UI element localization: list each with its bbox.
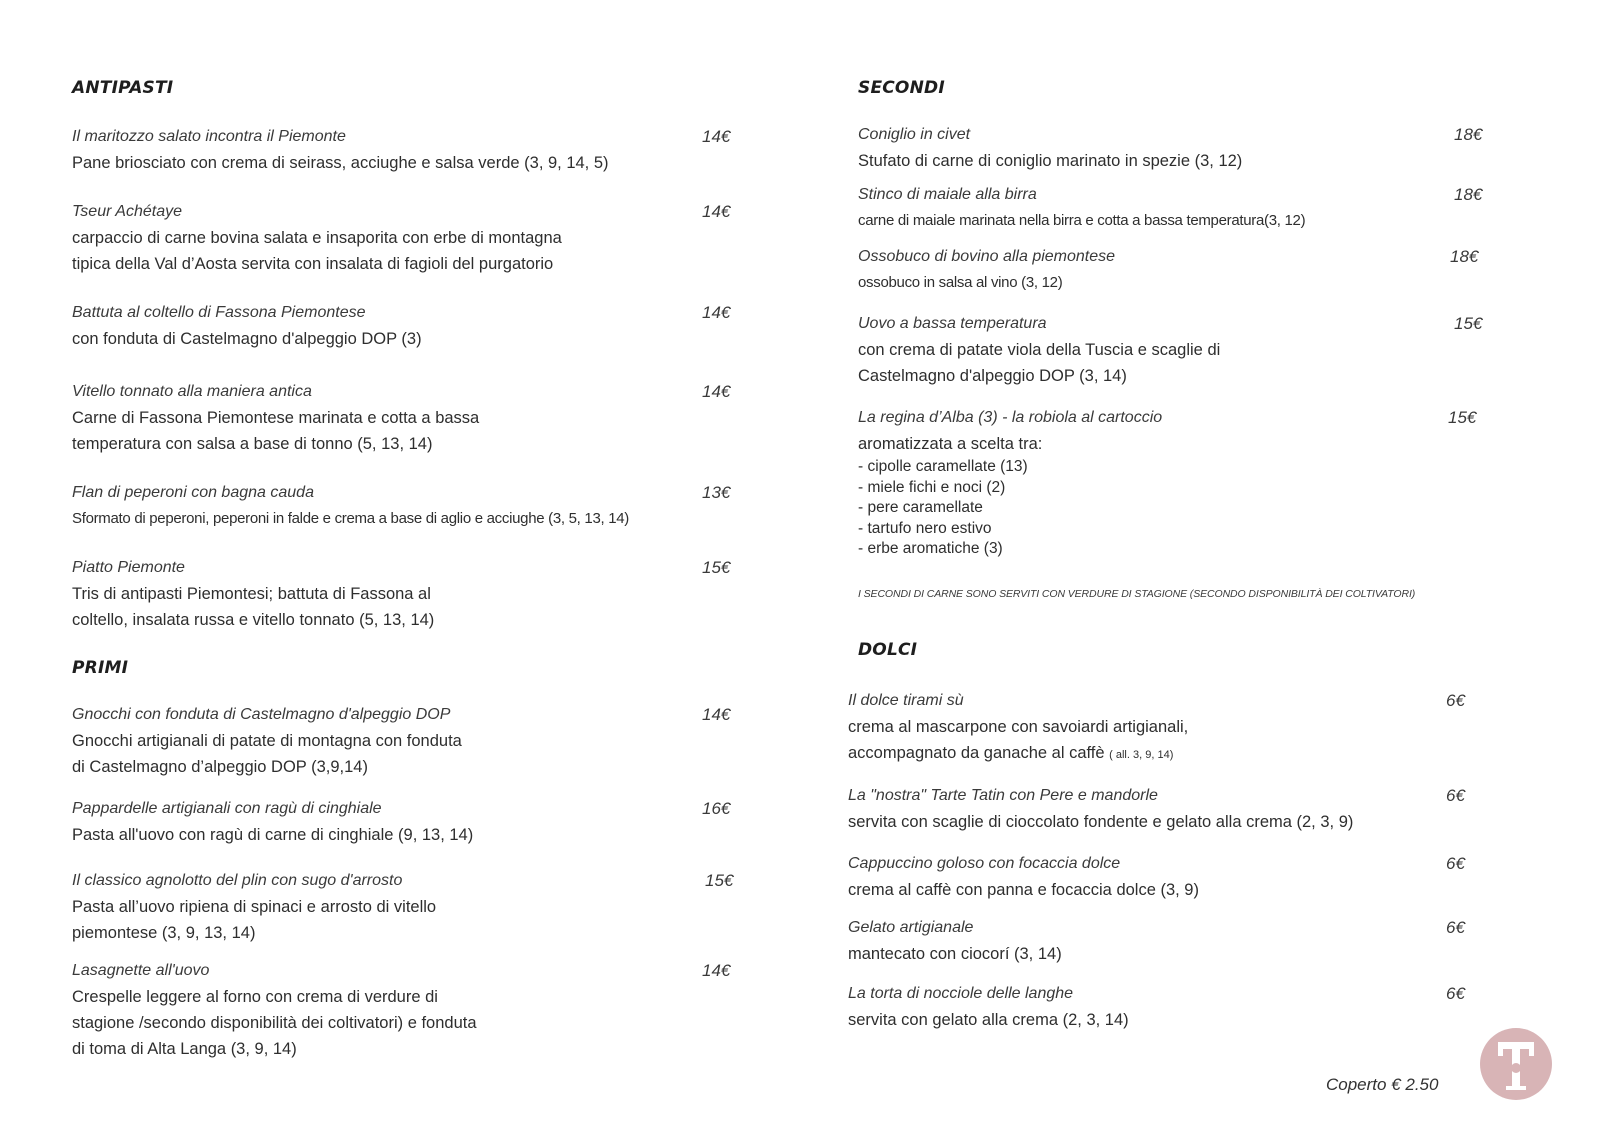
- item-price: 14€: [702, 127, 731, 146]
- item-name: Flan di peperoni con bagna cauda: [72, 484, 314, 501]
- item-price: 14€: [702, 202, 731, 221]
- item-price: 6€: [1446, 691, 1465, 710]
- option-item: - cipolle caramellate (13): [858, 458, 1028, 475]
- menu-item: [72, 796, 732, 848]
- item-name: Il dolce tirami sù: [848, 692, 964, 709]
- secondi-note: I SECONDI DI CARNE SONO SERVITI CON VERDURE DI STAGIONE (SECONDO DISPONIBILITÀ DEI COLTIVATORI): [858, 588, 1416, 600]
- item-name: Ossobuco di bovino alla piemontese: [858, 248, 1116, 265]
- item-name: Battuta al coltello di Fassona Piemontese: [72, 304, 366, 321]
- item-description: ossobuco in salsa al vino (3, 12): [858, 274, 1063, 291]
- item-description: con crema di patate viola della Tuscia e scaglie di: [858, 341, 1221, 359]
- item-price: 6€: [1446, 918, 1465, 937]
- restaurant-logo-icon: [1480, 1028, 1552, 1100]
- menu-item: [72, 300, 732, 352]
- item-price: 15€: [1454, 314, 1483, 333]
- item-description: Gnocchi artigianali di patate di montagna con fonduta: [72, 732, 462, 750]
- item-description: carne di maiale marinata nella birra e cotta a bassa temperatura(3, 12): [858, 212, 1306, 229]
- item-name: Lasagnette all'uovo: [72, 962, 210, 979]
- item-description: Tris di antipasti Piemontesi; battuta di Fassona al: [72, 585, 431, 603]
- menu-item: [848, 981, 1498, 1033]
- item-price: 13€: [702, 483, 731, 502]
- menu-item: [858, 182, 1498, 234]
- item-price: 14€: [702, 303, 731, 322]
- section-title-dolci: DOLCI: [858, 640, 918, 660]
- menu-item: [848, 783, 1498, 835]
- item-name: Il maritozzo salato incontra il Piemonte: [72, 128, 346, 145]
- menu-item: [848, 851, 1498, 903]
- item-description-text: accompagnato da ganache al caffè: [848, 744, 1105, 762]
- item-description: aromatizzata a scelta tra:: [858, 435, 1043, 453]
- item-price: 15€: [705, 871, 734, 890]
- logo-t-glyph-icon: [1480, 1028, 1552, 1100]
- item-description: servita con scaglie di cioccolato fondente e gelato alla crema (2, 3, 9): [848, 813, 1354, 831]
- item-description: di toma di Alta Langa (3, 9, 14): [72, 1040, 297, 1058]
- item-price: 14€: [702, 705, 731, 724]
- item-description: Pasta all’uovo ripiena di spinaci e arrosto di vitello: [72, 898, 437, 916]
- item-description: Stufato di carne di coniglio marinato in spezie (3, 12): [858, 152, 1243, 170]
- item-description: Carne di Fassona Piemontese marinata e cotta a bassa: [72, 409, 480, 427]
- item-name: Tseur Achétaye: [72, 203, 182, 220]
- item-description: Sformato di peperoni, peperoni in falde e crema a base di aglio e acciughe (3, 5, 13, 14): [72, 510, 629, 527]
- item-price: 18€: [1454, 185, 1483, 204]
- menu-item: [858, 311, 1498, 389]
- item-price: 18€: [1454, 125, 1483, 144]
- item-description: Pasta all'uovo con ragù di carne di cinghiale (9, 13, 14): [72, 826, 474, 844]
- menu-item: [858, 244, 1498, 296]
- allergen-note: ( all. 3, 9, 14): [1109, 749, 1174, 761]
- item-description: tipica della Val d’Aosta servita con insalata di fagioli del purgatorio: [72, 255, 554, 273]
- item-price: 6€: [1446, 854, 1465, 873]
- item-name: Coniglio in civet: [858, 126, 971, 143]
- item-price: 14€: [702, 961, 731, 980]
- item-description: Pane briosciato con crema di seirass, acciughe e salsa verde (3, 9, 14, 5): [72, 154, 609, 172]
- item-description: crema al caffè con panna e focaccia dolce (3, 9): [848, 881, 1199, 899]
- item-price: 6€: [1446, 786, 1465, 805]
- item-name: Vitello tonnato alla maniera antica: [72, 383, 312, 400]
- coperto-price: Coperto € 2.50: [1326, 1075, 1439, 1094]
- menu-item: [858, 405, 1498, 560]
- item-description: stagione /secondo disponibilità dei coltivatori) e fonduta: [72, 1014, 477, 1032]
- menu-item: [848, 688, 1498, 768]
- item-price: 14€: [702, 382, 731, 401]
- item-description: servita con gelato alla crema (2, 3, 14): [848, 1011, 1129, 1029]
- item-name: Uovo a bassa temperatura: [858, 315, 1047, 332]
- item-description: [848, 740, 1498, 768]
- item-description: Castelmagno d'alpeggio DOP (3, 14): [858, 367, 1127, 385]
- item-description: temperatura con salsa a base di tonno (5, 13, 14): [72, 435, 433, 453]
- item-description: coltello, insalata russa e vitello tonnato (5, 13, 14): [72, 611, 435, 629]
- menu-item: [72, 379, 732, 457]
- menu-item: [858, 122, 1498, 174]
- item-name: Piatto Piemonte: [72, 559, 185, 576]
- item-name: La torta di nocciole delle langhe: [848, 985, 1074, 1002]
- item-price: 6€: [1446, 984, 1465, 1003]
- item-description: Crespelle leggere al forno con crema di verdure di: [72, 988, 438, 1006]
- menu-item: [72, 124, 732, 176]
- menu-item: [848, 915, 1498, 967]
- item-description: crema al mascarpone con savoiardi artigianali,: [848, 718, 1189, 736]
- item-name: Stinco di maiale alla birra: [858, 186, 1037, 203]
- item-name: La regina d’Alba (3) - la robiola al cartoccio: [858, 409, 1163, 426]
- item-name: Pappardelle artigianali con ragù di cinghiale: [72, 800, 382, 817]
- menu-item: [72, 480, 732, 532]
- item-description: di Castelmagno d’alpeggio DOP (3,9,14): [72, 758, 368, 776]
- menu-item: [72, 958, 732, 1062]
- option-item: - erbe aromatiche (3): [858, 540, 1003, 557]
- section-title-primi: PRIMI: [72, 658, 129, 678]
- menu-item: [72, 702, 732, 780]
- item-description: con fonduta di Castelmagno d'alpeggio DOP (3): [72, 330, 422, 348]
- item-description: mantecato con ciocorí (3, 14): [848, 945, 1062, 963]
- item-price: 16€: [702, 799, 731, 818]
- menu-item: [72, 555, 732, 633]
- menu-item: [72, 868, 732, 946]
- item-price: 15€: [1448, 408, 1477, 427]
- section-title-secondi: SECONDI: [858, 78, 945, 98]
- option-item: - tartufo nero estivo: [858, 519, 992, 537]
- option-item: - pere caramellate: [858, 499, 983, 516]
- item-description: piemontese (3, 9, 13, 14): [72, 924, 256, 942]
- item-name: Il classico agnolotto del plin con sugo d'arrosto: [72, 872, 403, 889]
- item-price: 15€: [702, 558, 731, 577]
- item-price: 18€: [1450, 247, 1479, 266]
- item-name: Gelato artigianale: [848, 919, 974, 936]
- section-title-antipasti: ANTIPASTI: [72, 78, 174, 98]
- option-item: - miele fichi e noci (2): [858, 478, 1006, 496]
- item-name: Cappuccino goloso con focaccia dolce: [848, 855, 1121, 872]
- item-description: carpaccio di carne bovina salata e insaporita con erbe di montagna: [72, 229, 562, 247]
- item-name: Gnocchi con fonduta di Castelmagno d'alpeggio DOP: [72, 706, 451, 723]
- menu-item: [72, 199, 732, 277]
- item-name: La "nostra" Tarte Tatin con Pere e mandorle: [848, 787, 1158, 804]
